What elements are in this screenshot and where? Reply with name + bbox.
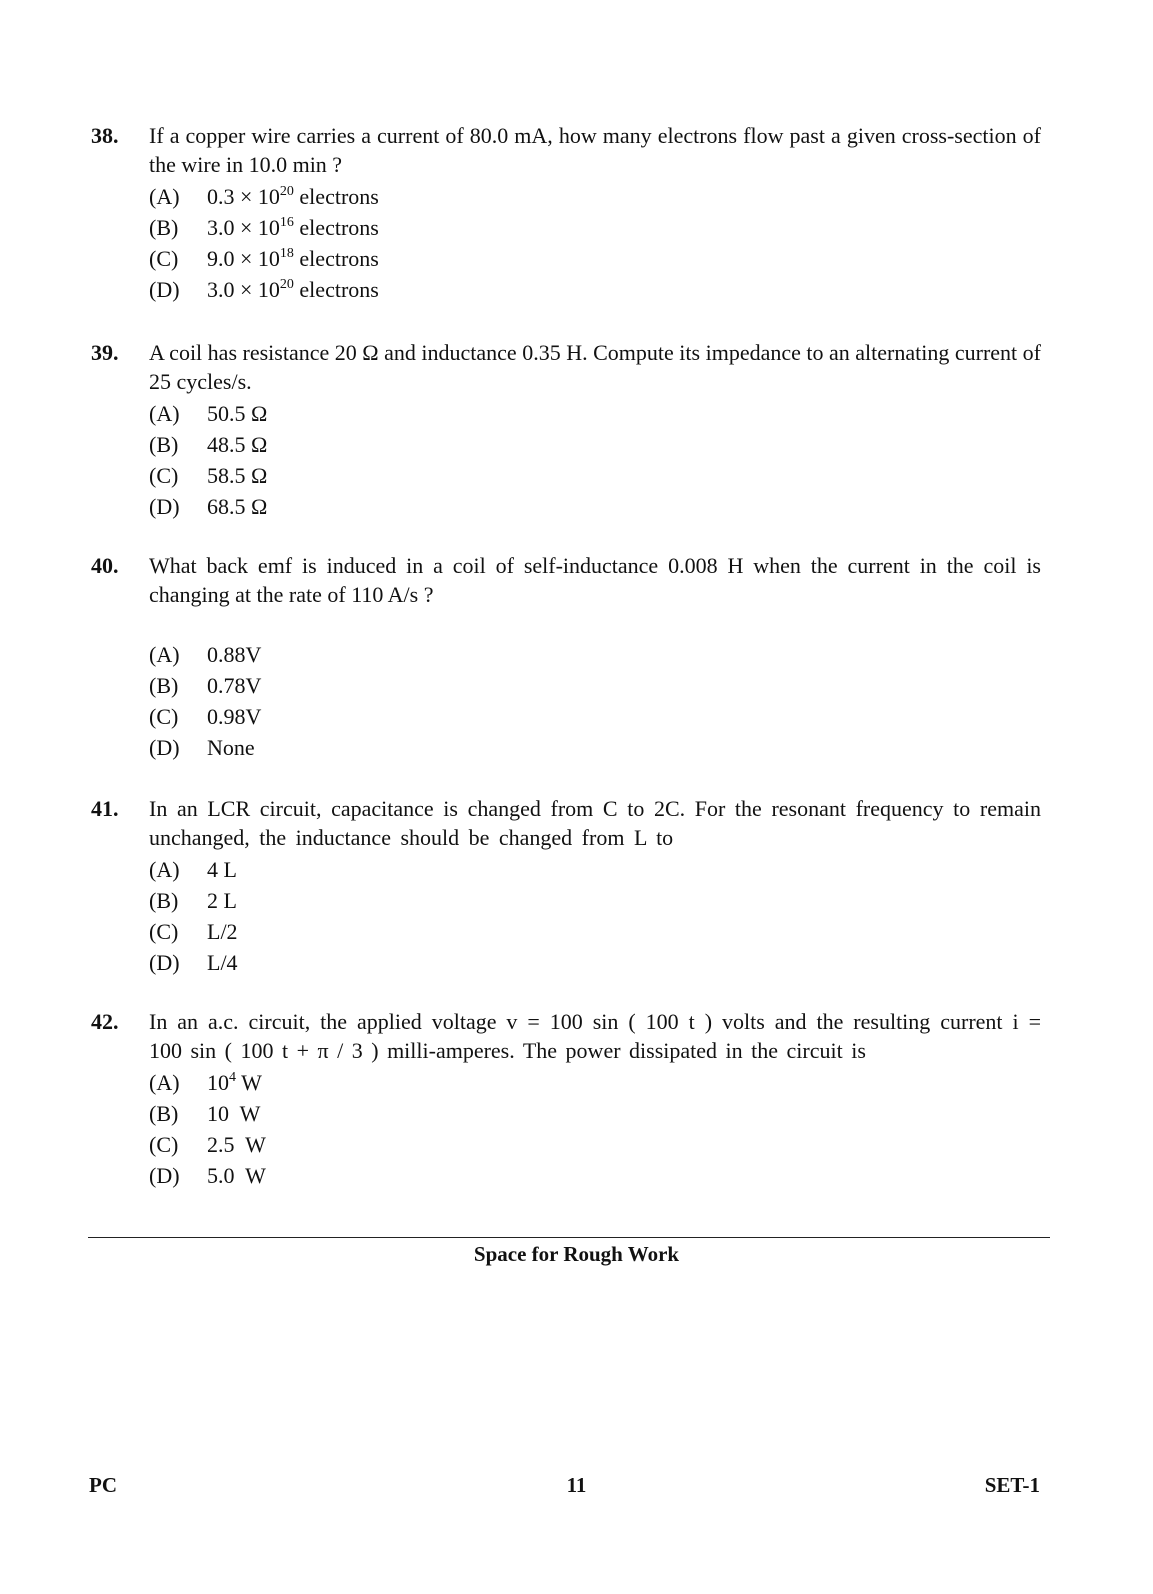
question-number: 39.	[91, 340, 119, 365]
option-b: (B) 2 L	[149, 888, 237, 913]
option-list	[149, 181, 1041, 305]
question-number: 40.	[91, 553, 119, 578]
question-text: In an a.c. circuit, the applied voltage v = 100 sin ( 100 t ) volts and the resulting current i = 100 sin ( 100 t + π / 3 ) milli-amperes. The power dissipated in the circuit is	[149, 1009, 1041, 1063]
question-39	[91, 338, 1041, 522]
question-number: 42.	[91, 1009, 119, 1034]
question-number: 41.	[91, 796, 119, 821]
option-a: (A) $0.3 \times 10^{20}$ electrons	[149, 184, 379, 209]
question-number: 38.	[91, 123, 119, 148]
option-a: (A) 0.88V	[149, 642, 262, 667]
page-number: 11	[566, 1473, 587, 1497]
option-b: (B) $3.0 \times 10^{16}$ electrons	[149, 215, 379, 240]
question-42	[91, 1007, 1041, 1191]
option-list	[149, 854, 1041, 978]
question-text: If a copper wire carries a current of 80.0 mA, how many electrons flow past a given cross-section of the wire in 10.0 min ?	[149, 123, 1041, 177]
question-41	[91, 794, 1041, 978]
option-list	[149, 398, 1041, 522]
option-list	[149, 639, 1041, 763]
question-text: In an LCR circuit, capacitance is changed from C to 2C. For the resonant frequency to remain unchanged, the inductance should be changed from L to	[149, 796, 1041, 850]
option-b: (B) 48.5 Ω	[149, 432, 268, 457]
option-d: (D) $3.0 \times 10^{20}$ electrons	[149, 277, 379, 302]
option-c: (C) 58.5 Ω	[149, 463, 268, 488]
option-c: (C) 0.98V	[149, 704, 262, 729]
question-38	[91, 121, 1041, 305]
footer-code: PC	[89, 1473, 117, 1497]
rough-work-label: Space for Rough Work	[473, 1242, 680, 1266]
option-c: (C) L/2	[149, 919, 238, 944]
option-a: (A) $10^4$ W	[149, 1070, 262, 1095]
option-d: (D) None	[149, 735, 255, 760]
option-a: (A) 4 L	[149, 857, 237, 882]
set-label: SET-1	[984, 1473, 1040, 1497]
option-d: (D) 5.0 W	[149, 1163, 266, 1188]
option-b: (B) 10 W	[149, 1101, 261, 1126]
divider-line	[88, 1237, 1050, 1238]
option-c: (C) $9.0 \times 10^{18}$ electrons	[149, 246, 379, 271]
option-c: (C) 2.5 W	[149, 1132, 266, 1157]
question-text: A coil has resistance 20 Ω and inductance 0.35 H. Compute its impedance to an alternating current of 25 cycles/s.	[149, 340, 1041, 394]
option-a: (A) 50.5 Ω	[149, 401, 268, 426]
option-d: (D) L/4	[149, 950, 238, 975]
option-d: (D) 68.5 Ω	[149, 494, 268, 519]
option-list	[149, 1067, 1041, 1191]
question-40	[91, 551, 1041, 763]
question-text: What back emf is induced in a coil of self-inductance 0.008 H when the current in the coil is changing at the rate of 110 A/s ?	[149, 553, 1041, 607]
option-b: (B) 0.78V	[149, 673, 262, 698]
